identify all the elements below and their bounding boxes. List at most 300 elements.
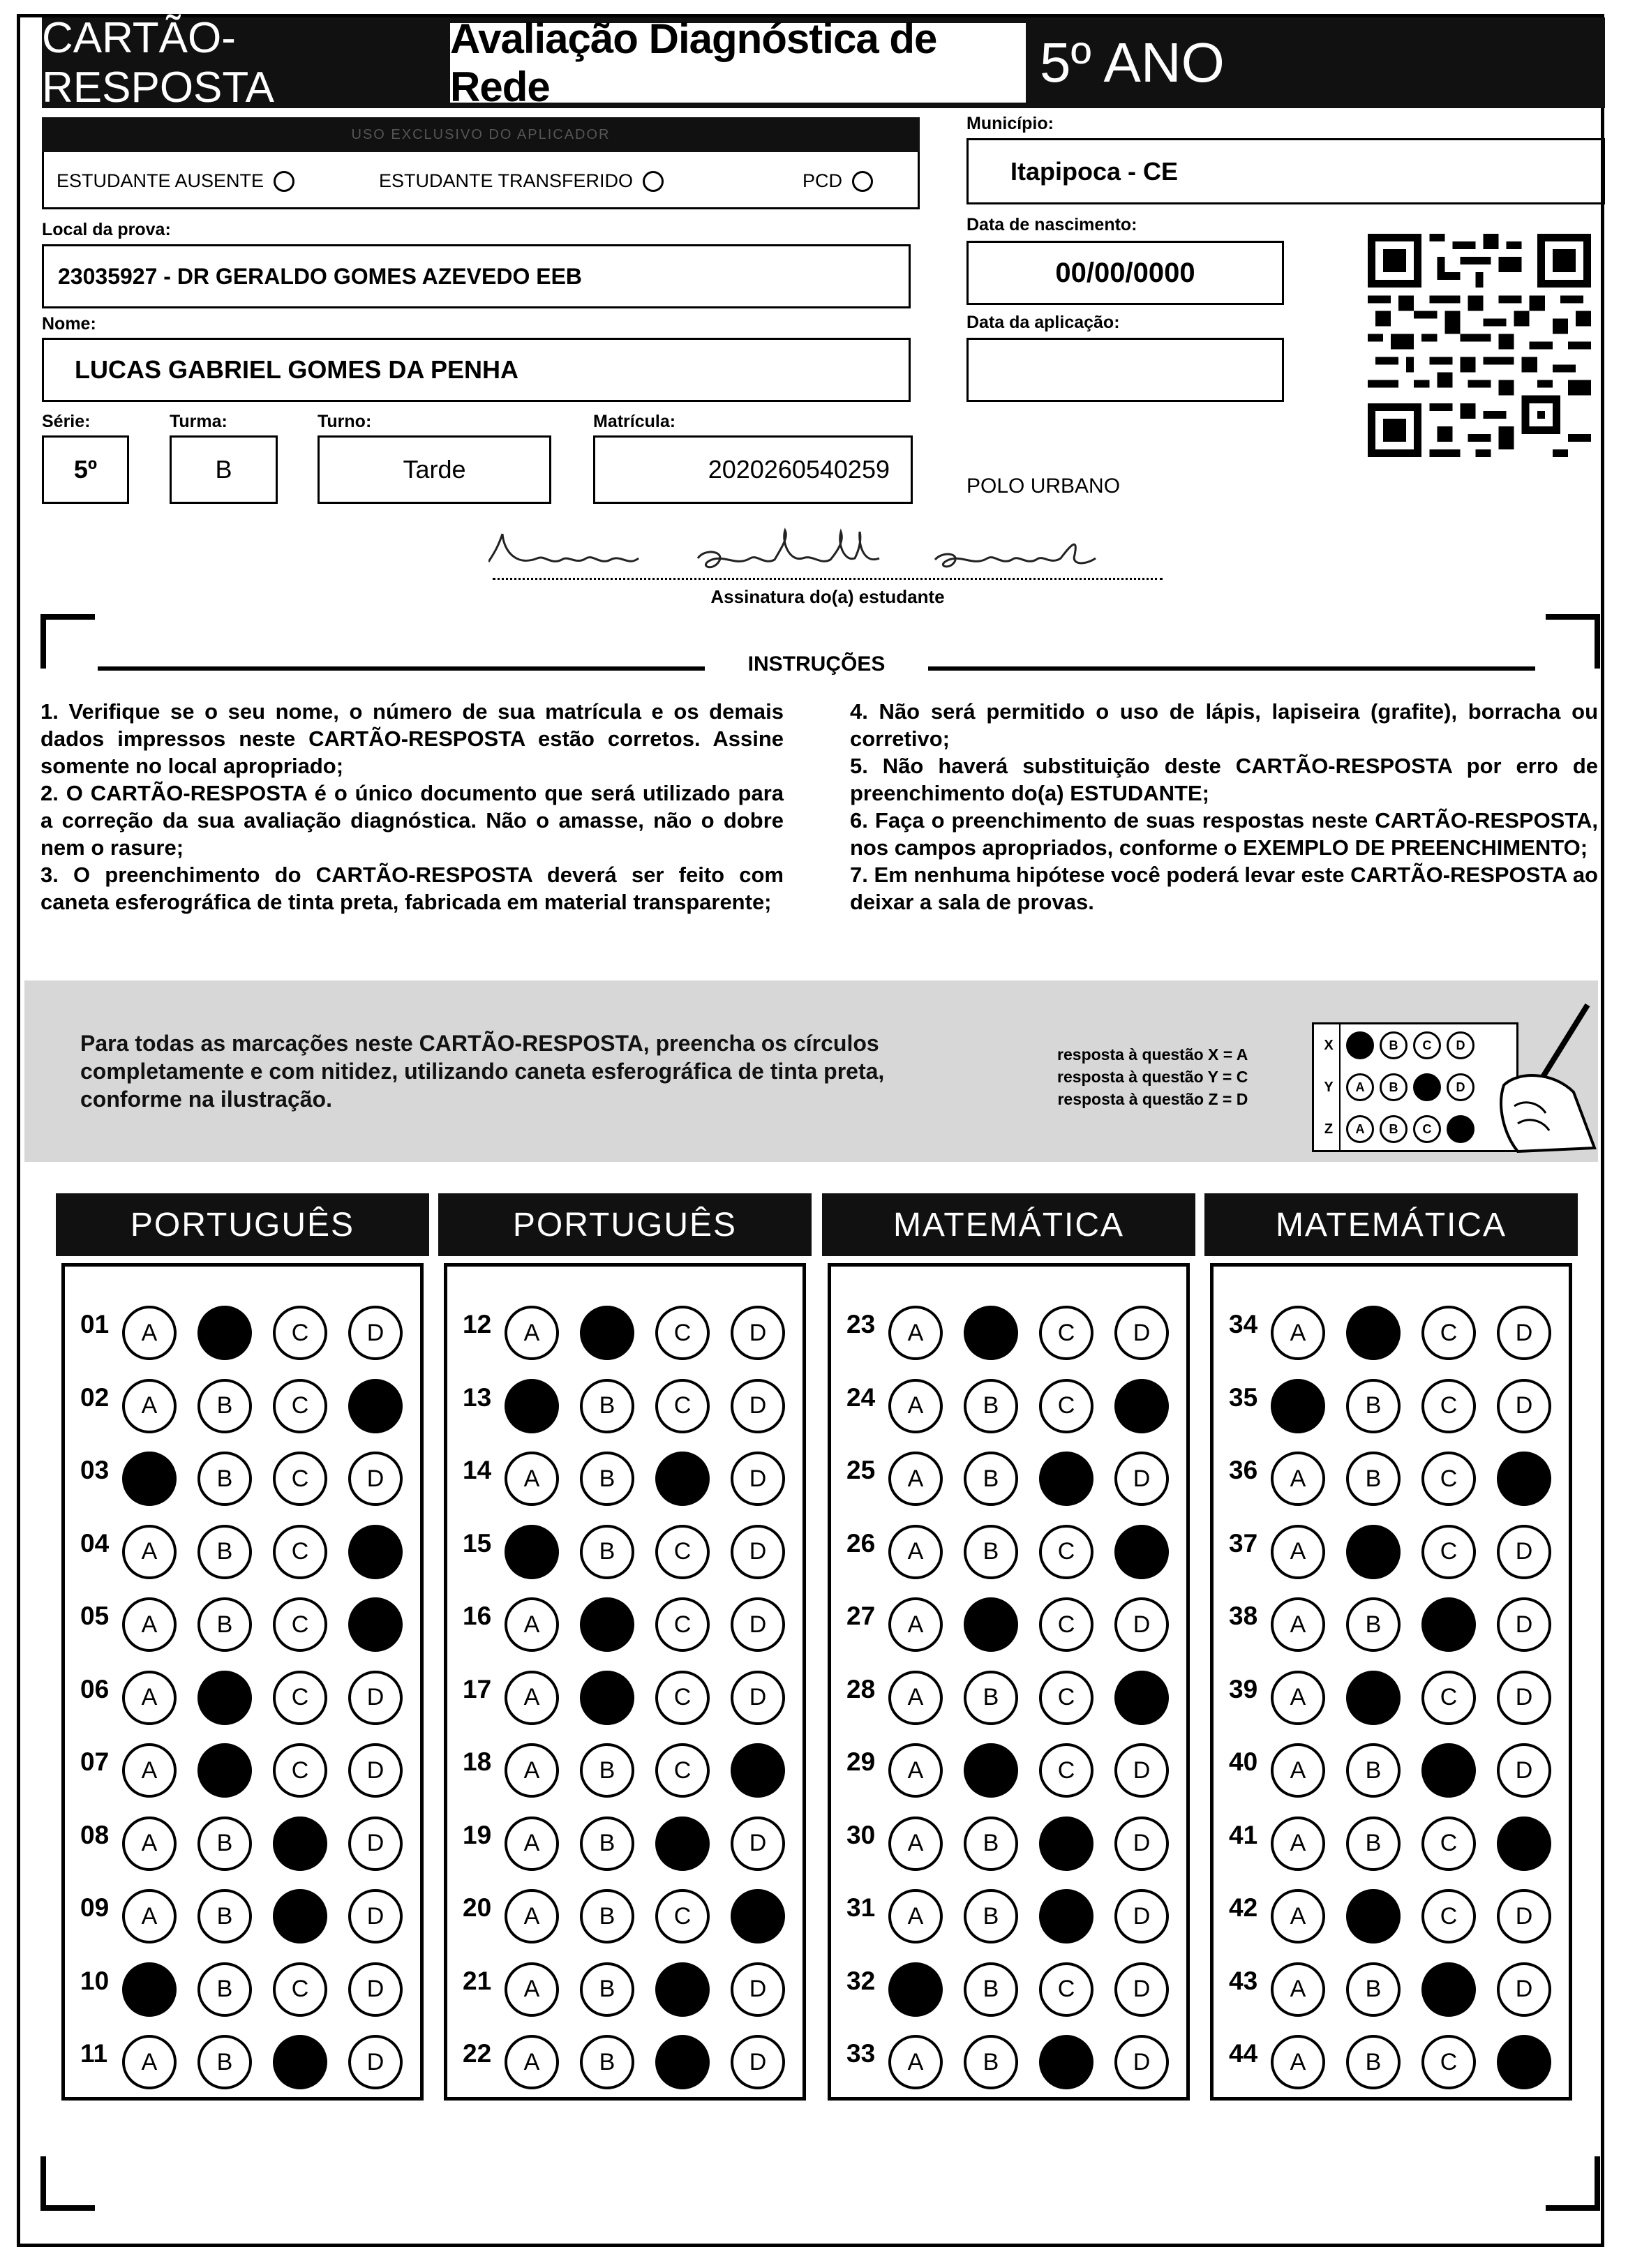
answer-bubble-d[interactable]: D: [1497, 2035, 1551, 2089]
answer-bubble-c[interactable]: C: [1421, 1452, 1476, 1506]
answer-bubble-b[interactable]: B: [197, 1889, 252, 1944]
instruction-item: 5. Não haverá substituição deste CARTÃO-RESPOSTA por erro de preenchimento do(a) ESTUDANTE;: [850, 754, 1598, 805]
answer-bubble-a[interactable]: A: [888, 1452, 943, 1506]
answer-bubble-c[interactable]: C: [1421, 1962, 1476, 2017]
answer-bubble-b[interactable]: B: [964, 1597, 1018, 1652]
answer-bubble-b[interactable]: B: [197, 1671, 252, 1725]
corner-mark-top-left: [40, 614, 95, 669]
question-row: [447, 1368, 802, 1431]
signature-text: [0, 0, 1, 1]
answer-bubble-d[interactable]: D: [1497, 1671, 1551, 1725]
question-row: [65, 1951, 420, 2014]
question-row: [1214, 1732, 1569, 1795]
question-row: [1214, 2024, 1569, 2087]
answer-bubble-b[interactable]: B: [1346, 1743, 1401, 1798]
instruction-item: 6. Faça o preenchimento de suas respostas neste CARTÃO-RESPOSTA, nos campos apropriados, conforme o EXEMPLO DE PREENCHIMENTO;: [850, 808, 1598, 860]
answer-bubble-b[interactable]: B: [197, 1816, 252, 1871]
answer-bubble-d[interactable]: D: [1497, 1743, 1551, 1798]
transferred-checkbox[interactable]: [643, 171, 664, 192]
answer-bubble-c[interactable]: C: [1039, 1597, 1093, 1652]
question-row: [65, 1732, 420, 1795]
instructions-header: [98, 652, 1535, 680]
answer-bubble-d[interactable]: D: [348, 1962, 403, 2017]
question-number: 01: [80, 1310, 110, 1338]
question-row: [831, 1732, 1186, 1795]
answer-bubble-d[interactable]: D: [348, 1889, 403, 1944]
answer-bubble-b[interactable]: B: [964, 1816, 1018, 1871]
answer-bubble-a[interactable]: A: [122, 2035, 177, 2089]
matricula-field[interactable]: [593, 435, 913, 504]
birthdate-value: 00/00/0000: [1055, 257, 1195, 288]
qr-finder-top-right: [1537, 234, 1591, 288]
answer-bubble-c[interactable]: C: [655, 1816, 710, 1871]
example-bubble-c: C: [1413, 1115, 1441, 1143]
question-number: 24: [846, 1382, 876, 1412]
answer-bubble-d[interactable]: D: [348, 1816, 403, 1871]
answer-bubble-a[interactable]: A: [888, 1306, 943, 1360]
answer-bubble-b[interactable]: B: [964, 2035, 1018, 2089]
answer-bubble-b[interactable]: B: [964, 1671, 1018, 1725]
answer-bubble-d[interactable]: D: [1497, 1597, 1551, 1652]
answer-bubble-b[interactable]: B: [964, 1743, 1018, 1798]
answer-bubble-d[interactable]: D: [731, 1452, 785, 1506]
question-row: [1214, 1368, 1569, 1431]
answer-bubble-d[interactable]: D: [731, 1962, 785, 2017]
pcd-label: PCD: [802, 170, 843, 191]
corner-mark-bottom-left: [40, 2156, 95, 2211]
answer-bubble-d[interactable]: D: [1114, 1962, 1169, 2017]
answer-bubble-a[interactable]: A: [888, 1889, 943, 1944]
pcd-option[interactable]: [802, 170, 873, 192]
answer-bubble-a[interactable]: A: [122, 1525, 177, 1579]
answer-bubble-a[interactable]: A: [122, 1597, 177, 1652]
answer-bubble-b[interactable]: B: [580, 1597, 634, 1652]
answer-bubble-c[interactable]: C: [273, 1379, 327, 1433]
answer-bubble-b[interactable]: B: [1346, 1962, 1401, 2017]
example-row-key: Z: [1318, 1108, 1341, 1150]
answer-bubble-a[interactable]: A: [888, 1962, 943, 2017]
answer-bubble-a[interactable]: A: [1271, 1743, 1325, 1798]
question-row: [1214, 1659, 1569, 1722]
answer-bubble-a[interactable]: A: [122, 1816, 177, 1871]
answer-bubble-b[interactable]: B: [197, 1452, 252, 1506]
question-row: [65, 1295, 420, 1357]
example-bubble-d: D: [1447, 1115, 1475, 1143]
answer-bubble-a[interactable]: A: [888, 1525, 943, 1579]
answer-bubble-a[interactable]: A: [888, 1597, 943, 1652]
question-number: 33: [846, 2039, 876, 2068]
question-number: 20: [463, 1893, 492, 1922]
answer-bubble-b[interactable]: B: [580, 1671, 634, 1725]
answer-bubble-b[interactable]: B: [197, 1525, 252, 1579]
answer-bubble-a[interactable]: A: [1271, 1962, 1325, 2017]
question-number: 13: [463, 1382, 492, 1412]
question-number: 34: [1229, 1310, 1258, 1338]
polo-label: POLO URBANO: [966, 475, 1121, 498]
answer-bubble-b[interactable]: B: [580, 1743, 634, 1798]
section-answer-box: [61, 1263, 424, 2101]
instruction-item: 7. Em nenhuma hipótese você poderá levar este CARTÃO-RESPOSTA ao deixar a sala de provas.: [850, 863, 1598, 914]
answer-bubble-c[interactable]: C: [655, 1743, 710, 1798]
answer-bubble-c[interactable]: C: [655, 1671, 710, 1725]
answer-bubble-a[interactable]: A: [888, 1816, 943, 1871]
answer-bubble-b[interactable]: B: [1346, 1671, 1401, 1725]
matricula-label: Matrícula:: [593, 412, 676, 431]
question-number: 06: [80, 1674, 110, 1703]
turma-value: B: [215, 455, 232, 484]
answer-bubble-a[interactable]: A: [1271, 1379, 1325, 1433]
answer-bubble-d[interactable]: D: [1114, 1379, 1169, 1433]
question-number: 30: [846, 1820, 876, 1849]
answer-bubble-a[interactable]: A: [122, 1671, 177, 1725]
answer-bubble-a[interactable]: A: [505, 1597, 559, 1652]
question-row: [831, 1586, 1186, 1649]
question-number: 18: [463, 1747, 492, 1776]
question-row: [1214, 1514, 1569, 1576]
answer-bubble-b[interactable]: B: [1346, 1597, 1401, 1652]
answer-bubble-c[interactable]: C: [1421, 1671, 1476, 1725]
answer-bubble-b[interactable]: B: [580, 1889, 634, 1944]
answer-bubble-c[interactable]: C: [1039, 1889, 1093, 1944]
answer-bubble-c[interactable]: C: [1039, 1671, 1093, 1725]
turma-field[interactable]: [170, 435, 278, 504]
section-header: PORTUGUÊS: [438, 1193, 812, 1256]
section-answer-box: [444, 1263, 806, 2101]
answer-bubble-b[interactable]: B: [197, 1597, 252, 1652]
question-row: [1214, 1878, 1569, 1941]
answer-bubble-d[interactable]: D: [1497, 1889, 1551, 1944]
answer-bubble-a[interactable]: A: [505, 2035, 559, 2089]
answer-bubble-d[interactable]: D: [348, 1597, 403, 1652]
answer-bubble-d[interactable]: D: [1114, 1306, 1169, 1360]
answer-bubble-d[interactable]: D: [1114, 2035, 1169, 2089]
answer-bubble-d[interactable]: D: [1497, 1816, 1551, 1871]
question-number: 16: [463, 1602, 492, 1630]
application-date-field[interactable]: [966, 338, 1284, 402]
local-field[interactable]: [42, 244, 911, 308]
answer-bubble-b[interactable]: B: [580, 1816, 634, 1871]
question-number: 21: [463, 1966, 492, 1995]
answer-bubble-c[interactable]: C: [1039, 1743, 1093, 1798]
question-row: [447, 1586, 802, 1649]
instruction-item: 3. O preenchimento do CARTÃO-RESPOSTA deverá ser feito com caneta esferográfica de tinta preta, fabricada em material transparente;: [40, 863, 784, 914]
transferred-option[interactable]: [379, 170, 664, 192]
answer-bubble-d[interactable]: D: [348, 2035, 403, 2089]
answer-bubble-a[interactable]: A: [505, 1525, 559, 1579]
question-number: 23: [846, 1310, 876, 1338]
answer-bubble-a[interactable]: A: [122, 1889, 177, 1944]
answer-bubble-a[interactable]: A: [1271, 1671, 1325, 1725]
question-row: [447, 1440, 802, 1503]
question-number: 10: [80, 1966, 110, 1995]
answer-bubble-d[interactable]: D: [731, 1525, 785, 1579]
answer-bubble-b[interactable]: B: [197, 1306, 252, 1360]
answer-bubble-c[interactable]: C: [1421, 1816, 1476, 1871]
answer-bubble-a[interactable]: A: [122, 1379, 177, 1433]
answer-bubble-c[interactable]: C: [655, 1525, 710, 1579]
answer-bubble-a[interactable]: A: [505, 1743, 559, 1798]
corner-mark-top-right: [1546, 614, 1600, 669]
local-label: Local da prova:: [42, 220, 171, 239]
answer-bubble-c[interactable]: C: [1039, 1306, 1093, 1360]
answer-bubble-d[interactable]: D: [1497, 1962, 1551, 2017]
answer-bubble-c[interactable]: C: [273, 1889, 327, 1944]
answer-bubble-a[interactable]: A: [122, 1306, 177, 1360]
answer-bubble-a[interactable]: A: [505, 1452, 559, 1506]
answer-bubble-c[interactable]: C: [273, 1671, 327, 1725]
answer-bubble-b[interactable]: B: [580, 1962, 634, 2017]
answer-bubble-a[interactable]: A: [888, 2035, 943, 2089]
answer-bubble-d[interactable]: D: [1114, 1816, 1169, 1871]
answer-bubble-a[interactable]: A: [1271, 1525, 1325, 1579]
answer-bubble-c[interactable]: C: [655, 1889, 710, 1944]
answer-bubble-a[interactable]: A: [505, 1379, 559, 1433]
absent-label: ESTUDANTE AUSENTE: [57, 170, 264, 191]
answer-bubble-d[interactable]: D: [731, 2035, 785, 2089]
name-label: Nome:: [42, 314, 96, 334]
municipio-value: Itapipoca - CE: [1010, 156, 1179, 186]
answer-bubble-c[interactable]: C: [655, 2035, 710, 2089]
answer-bubble-c[interactable]: C: [1039, 1379, 1093, 1433]
fill-example-text: Para todas as marcações neste CARTÃO-RESPOSTA, preencha os círculos completamente e com nitidez, utilizando caneta esferográfica de tinta preta, conforme na ilustração.: [80, 1031, 885, 1112]
question-number: 27: [846, 1602, 876, 1630]
transferred-label: ESTUDANTE TRANSFERIDO: [379, 170, 634, 191]
answer-bubble-d[interactable]: D: [1497, 1306, 1551, 1360]
municipio-label: Município:: [966, 114, 1054, 133]
answer-bubble-c[interactable]: C: [655, 1597, 710, 1652]
answer-bubble-a[interactable]: A: [888, 1743, 943, 1798]
answer-bubble-b[interactable]: B: [964, 1889, 1018, 1944]
question-number: 31: [846, 1893, 876, 1922]
serie-label: Série:: [42, 412, 91, 431]
answer-bubble-d[interactable]: D: [348, 1379, 403, 1433]
absent-checkbox[interactable]: [274, 171, 294, 192]
answer-bubble-d[interactable]: D: [731, 1743, 785, 1798]
answer-bubble-a[interactable]: A: [505, 1889, 559, 1944]
instruction-item: 4. Não será permitido o uso de lápis, lapiseira (grafite), borracha ou corretivo;: [850, 699, 1598, 751]
answer-bubble-c[interactable]: C: [273, 1816, 327, 1871]
section-answer-box: [828, 1263, 1190, 2101]
answer-bubble-c[interactable]: C: [1421, 1525, 1476, 1579]
answer-bubble-a[interactable]: A: [505, 1816, 559, 1871]
answer-bubble-c[interactable]: C: [273, 1962, 327, 2017]
question-row: [65, 1878, 420, 1941]
question-row: [831, 2024, 1186, 2087]
answer-bubble-d[interactable]: D: [1114, 1671, 1169, 1725]
answer-bubble-d[interactable]: D: [348, 1743, 403, 1798]
answer-bubble-c[interactable]: C: [1421, 1597, 1476, 1652]
answer-bubble-b[interactable]: B: [964, 1306, 1018, 1360]
question-row: [831, 1368, 1186, 1431]
answer-bubble-c[interactable]: C: [1421, 1743, 1476, 1798]
question-row: [831, 1805, 1186, 1868]
corner-mark-bottom-right: [1546, 2156, 1600, 2211]
grade-title: 5º ANO: [1040, 31, 1225, 94]
answer-bubble-b[interactable]: B: [197, 2035, 252, 2089]
answer-bubble-c[interactable]: C: [273, 1452, 327, 1506]
absent-option[interactable]: [57, 170, 294, 192]
fill-example-legend: [1057, 1043, 1248, 1110]
answer-bubble-c[interactable]: C: [273, 1597, 327, 1652]
answer-bubble-b[interactable]: B: [580, 2035, 634, 2089]
question-row: [65, 1440, 420, 1503]
answer-bubble-a[interactable]: A: [505, 1671, 559, 1725]
answer-bubble-c[interactable]: C: [273, 2035, 327, 2089]
answer-bubble-d[interactable]: D: [1114, 1452, 1169, 1506]
answer-bubble-b[interactable]: B: [1346, 1379, 1401, 1433]
question-row: [447, 1878, 802, 1941]
answer-bubble-d[interactable]: D: [1497, 1452, 1551, 1506]
answer-bubble-b[interactable]: B: [580, 1306, 634, 1360]
answer-bubble-a[interactable]: A: [1271, 1306, 1325, 1360]
question-row: [831, 1514, 1186, 1576]
answer-bubble-b[interactable]: B: [1346, 1525, 1401, 1579]
answer-bubble-c[interactable]: C: [273, 1306, 327, 1360]
answer-bubble-a[interactable]: A: [505, 1306, 559, 1360]
question-number: 07: [80, 1747, 110, 1776]
answer-bubble-d[interactable]: D: [1114, 1525, 1169, 1579]
answer-bubble-b[interactable]: B: [1346, 1889, 1401, 1944]
serie-value: 5º: [73, 455, 98, 484]
answer-bubble-d[interactable]: D: [1114, 1889, 1169, 1944]
answer-bubble-b[interactable]: B: [964, 1452, 1018, 1506]
question-row: [65, 1368, 420, 1431]
answer-bubble-a[interactable]: A: [122, 1743, 177, 1798]
birthdate-field[interactable]: [966, 241, 1284, 305]
answer-bubble-b[interactable]: B: [964, 1379, 1018, 1433]
qr-code: [1368, 234, 1591, 457]
serie-field[interactable]: [42, 435, 129, 504]
answer-bubble-b[interactable]: B: [964, 1962, 1018, 2017]
answer-bubble-c[interactable]: C: [655, 1452, 710, 1506]
answer-bubble-a[interactable]: A: [1271, 1452, 1325, 1506]
answer-bubble-c[interactable]: C: [1039, 1816, 1093, 1871]
answer-bubble-b[interactable]: B: [197, 1379, 252, 1433]
question-number: 11: [80, 2039, 108, 2068]
answer-bubble-d[interactable]: D: [1114, 1743, 1169, 1798]
question-number: 29: [846, 1747, 876, 1776]
birthdate-label: Data de nascimento:: [966, 215, 1137, 234]
answer-bubble-a[interactable]: A: [122, 1452, 177, 1506]
applicator-bar: USO EXCLUSIVO DO APLICADOR: [42, 117, 920, 152]
answer-bubble-b[interactable]: B: [580, 1525, 634, 1579]
turno-field[interactable]: [318, 435, 551, 504]
instructions-rule-right: [928, 666, 1535, 671]
answer-bubble-b[interactable]: B: [197, 1962, 252, 2017]
answer-bubble-d[interactable]: D: [731, 1671, 785, 1725]
answer-bubble-c[interactable]: C: [1421, 1889, 1476, 1944]
answer-bubble-d[interactable]: D: [1497, 1379, 1551, 1433]
instructions-title: INSTRUÇÕES: [747, 652, 886, 676]
answer-bubble-d[interactable]: D: [348, 1525, 403, 1579]
question-number: 25: [846, 1456, 876, 1484]
answer-bubble-d[interactable]: D: [348, 1306, 403, 1360]
answer-bubble-b[interactable]: B: [1346, 1816, 1401, 1871]
answer-bubble-d[interactable]: D: [1114, 1597, 1169, 1652]
answer-bubble-a[interactable]: A: [1271, 1597, 1325, 1652]
example-bubble-b: B: [1380, 1073, 1408, 1101]
answer-bubble-d[interactable]: D: [348, 1452, 403, 1506]
section-header: PORTUGUÊS: [56, 1193, 429, 1256]
answer-bubble-b[interactable]: B: [1346, 1452, 1401, 1506]
example-bubble-a: A: [1346, 1031, 1374, 1059]
answer-bubble-a[interactable]: A: [1271, 1889, 1325, 1944]
answer-bubble-a[interactable]: A: [1271, 1816, 1325, 1871]
answer-bubble-a[interactable]: A: [122, 1962, 177, 2017]
answer-bubble-c[interactable]: C: [1421, 1306, 1476, 1360]
signature-caption: Assinatura do(a) estudante: [710, 586, 945, 607]
question-number: 40: [1229, 1747, 1258, 1776]
answer-bubble-b[interactable]: B: [964, 1525, 1018, 1579]
answer-bubble-b[interactable]: B: [1346, 1306, 1401, 1360]
legend-line: resposta à questão X = A: [1057, 1045, 1248, 1064]
answer-bubble-c[interactable]: C: [1039, 1525, 1093, 1579]
answer-bubble-a[interactable]: A: [505, 1962, 559, 2017]
answer-bubble-b[interactable]: B: [197, 1743, 252, 1798]
answer-bubble-c[interactable]: C: [1039, 1452, 1093, 1506]
question-number: 04: [80, 1528, 110, 1558]
answer-bubble-d[interactable]: D: [731, 1816, 785, 1871]
applicator-box: [42, 152, 920, 209]
answer-bubble-c[interactable]: C: [655, 1962, 710, 2017]
answer-bubble-d[interactable]: D: [731, 1889, 785, 1944]
answer-bubble-b[interactable]: B: [580, 1452, 634, 1506]
question-row: [1214, 1586, 1569, 1649]
legend-line: resposta à questão Y = C: [1057, 1068, 1248, 1086]
answer-bubble-c[interactable]: C: [1039, 1962, 1093, 2017]
question-number: 26: [846, 1528, 876, 1558]
answer-bubble-c[interactable]: C: [273, 1743, 327, 1798]
answer-bubble-c[interactable]: C: [1421, 1379, 1476, 1433]
answer-bubble-c[interactable]: C: [1421, 2035, 1476, 2089]
answer-bubble-b[interactable]: B: [580, 1379, 634, 1433]
answer-bubble-a[interactable]: A: [888, 1671, 943, 1725]
answer-bubble-d[interactable]: D: [731, 1379, 785, 1433]
question-row: [1214, 1805, 1569, 1868]
answer-bubble-d[interactable]: D: [731, 1306, 785, 1360]
question-number: 37: [1229, 1528, 1258, 1558]
municipio-field[interactable]: [966, 138, 1605, 204]
signature-drawing: [488, 523, 1172, 579]
turma-label: Turma:: [170, 412, 227, 431]
question-number: 05: [80, 1602, 110, 1630]
answer-bubble-a[interactable]: A: [888, 1379, 943, 1433]
example-bubble-c: C: [1413, 1031, 1441, 1059]
example-bubble-c: C: [1413, 1073, 1441, 1101]
answer-bubble-c[interactable]: C: [655, 1306, 710, 1360]
answer-bubble-a[interactable]: A: [1271, 2035, 1325, 2089]
question-row: [1214, 1295, 1569, 1357]
answer-bubble-c[interactable]: C: [655, 1379, 710, 1433]
name-field[interactable]: [42, 338, 911, 402]
answer-bubble-d[interactable]: D: [1497, 1525, 1551, 1579]
example-bubble-b: B: [1380, 1031, 1408, 1059]
question-row: [447, 1659, 802, 1722]
signature-line[interactable]: [493, 578, 1163, 580]
answer-bubble-c[interactable]: C: [1039, 2035, 1093, 2089]
question-row: [831, 1659, 1186, 1722]
answer-bubble-b[interactable]: B: [1346, 2035, 1401, 2089]
pcd-checkbox[interactable]: [852, 171, 873, 192]
example-bubble-d: D: [1447, 1073, 1475, 1101]
question-row: [831, 1951, 1186, 2014]
answer-bubble-d[interactable]: D: [731, 1597, 785, 1652]
answer-bubble-d[interactable]: D: [348, 1671, 403, 1725]
instruction-item: 1. Verifique se o seu nome, o número de sua matrícula e os demais dados impressos neste CARTÃO-RESPOSTA estão corretos. Assine somente no local apropriado;: [40, 699, 784, 778]
question-number: 28: [846, 1674, 876, 1703]
question-number: 19: [463, 1820, 492, 1849]
answer-bubble-c[interactable]: C: [273, 1525, 327, 1579]
